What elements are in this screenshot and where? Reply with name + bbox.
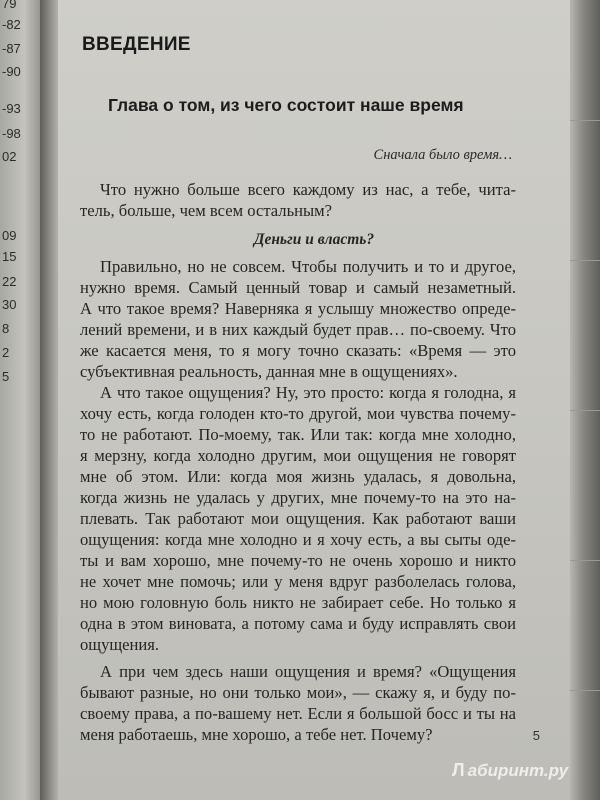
margin-number: 79 [2, 0, 17, 11]
text-line: ощущения: когда мне холодно и я хочу есть, а вы сыты оде- [80, 530, 516, 549]
text-line: нужно время. Самый ценный товар и самый незаметный. [80, 278, 516, 297]
margin-number: -87 [2, 41, 21, 56]
text-line: А при чем здесь наши ощущения и время? «Ощущения [100, 662, 516, 681]
text-line: мне об этом. Или: когда моя жизнь удалась, я довольна, [80, 467, 516, 486]
page-stack-edge [570, 0, 600, 800]
text-line: Что нужно больше всего каждому из нас, а тебе, чита- [100, 180, 516, 199]
text-line: бывают разные, но они только мои», — скажу я, и буду по- [80, 683, 516, 702]
text-line: лений времени, и в них каждый будет прав… по-своему. Что [80, 320, 516, 339]
edge-line [570, 120, 600, 121]
text-line: то не работают. По-моему, так. Или так: когда мне холодно, [80, 425, 516, 444]
margin-number: 02 [2, 149, 17, 164]
book-page [58, 0, 570, 800]
page-number: 5 [532, 728, 540, 743]
facing-page [0, 0, 44, 800]
margin-number: 5 [2, 369, 10, 384]
margin-number: 2 [2, 345, 10, 360]
text-line: я мерзну, когда холодно другим, мои ощущения не говорят [80, 446, 516, 465]
watermark-text: абиринт.ру [467, 760, 569, 780]
epigraph: Сначала было время… [373, 147, 512, 163]
margin-number: 8 [2, 321, 10, 336]
chapter-title: Глава о том, из чего состоит наше время [108, 95, 464, 115]
text-line: когда жизнь не удалась у других, мне почему-то на это на- [80, 488, 516, 507]
text-line: меня работаешь, мне хорошо, а тебе нет. Почему? [80, 725, 433, 744]
edge-line [570, 560, 600, 561]
text-line: ощущения. [80, 635, 160, 654]
text-line: ты и вам хорошо, мне почему-то не очень хорошо и никто [80, 551, 516, 570]
text-line: тель, больше, чем всем остальным? [80, 201, 333, 220]
watermark-logo: Л [452, 760, 465, 780]
margin-number: 09 [2, 228, 17, 243]
text-line: не хочет мне помочь; или у меня вдруг разболелась голова, [80, 572, 516, 591]
text-line: хочу есть, когда голоден кто-то другой, мои чувства почему- [80, 404, 516, 423]
margin-number: -90 [2, 64, 21, 79]
margin-number: 22 [2, 274, 17, 289]
question-line: Деньги и власть? [253, 231, 375, 248]
margin-number: 30 [2, 297, 17, 312]
text-line: своему права, а по-вашему нет. Если я большой босс и ты на [80, 704, 516, 723]
text-line: плевать. Так работают мои ощущения. Как работают ваши [80, 509, 516, 528]
text-line: одна в этом виновата, а потому сама и буду исправлять свои [80, 614, 516, 633]
section-heading: ВВЕДЕНИЕ [82, 34, 191, 55]
text-line: субъективная реальность, данная мне в ощущениях». [80, 362, 458, 381]
edge-line [570, 410, 600, 411]
watermark [452, 760, 568, 781]
margin-number: -98 [2, 126, 21, 141]
text-line: А что такое ощущения? Ну, это просто: когда я голодна, я [100, 383, 516, 402]
text-line: же касается меня, то я могу точно сказать: «Время — это [80, 341, 516, 360]
text-line: но мою головную боль никто не забирает себе. Но только я [80, 593, 516, 612]
margin-number: 15 [2, 249, 17, 264]
text-line: А что такое время? Наверняка я услышу множество опреде- [80, 299, 516, 318]
edge-line [570, 260, 600, 261]
edge-line [570, 690, 600, 691]
margin-number: -93 [2, 101, 21, 116]
margin-number: -82 [2, 17, 21, 32]
text-line: Правильно, но не совсем. Чтобы получить и то и другое, [100, 257, 516, 276]
